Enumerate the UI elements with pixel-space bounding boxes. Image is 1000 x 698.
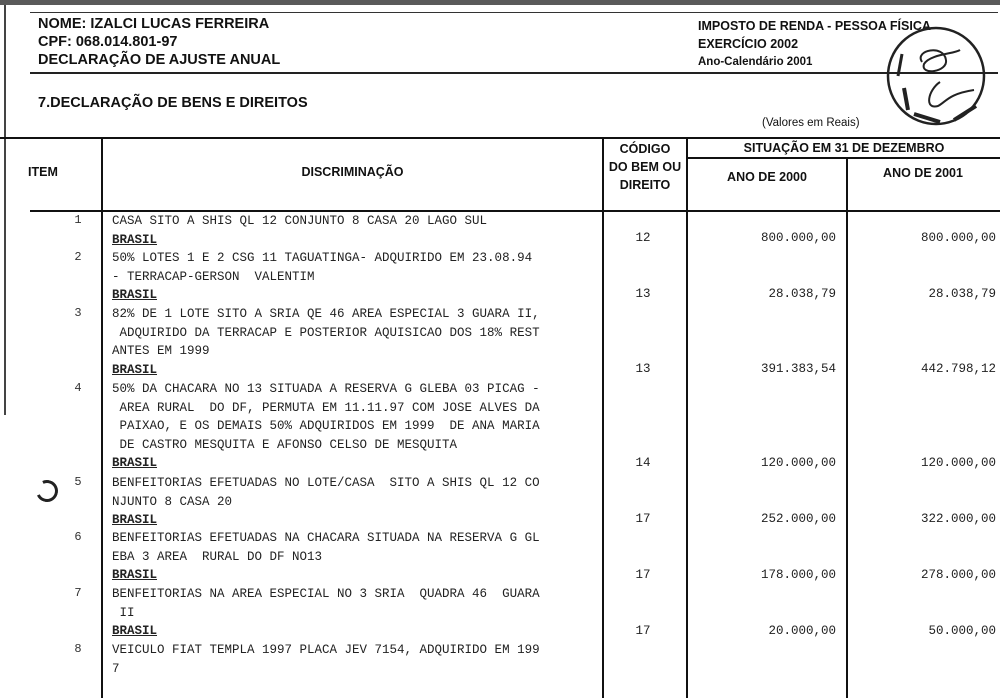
- row-item-number: 6: [74, 530, 82, 544]
- section-title: 7.DECLARAÇÃO DE BENS E DIREITOS: [38, 95, 308, 111]
- row-description: [112, 380, 540, 473]
- official-stamp-icon: [884, 10, 988, 132]
- header-code-line1: CÓDIGO: [619, 142, 671, 156]
- row-description-text: CASA SITO A SHIS QL 12 CONJUNTO 8 CASA 20 LAGO SUL: [112, 214, 488, 228]
- row-description-text: 50% DA CHACARA NO 13 SITUADA A RESERVA G GLEBA 03 PICAG - AREA RURAL DO DF, PERMUTA EM 11.11.97 COM JOSE ALVES DA PAIXAO, E OS DEMAIS 50% ADQUIRIDOS EM 1999 DE ANA MARIA DE CASTRO MESQUITA E AFONSO CELSO DE MESQUITA: [112, 382, 540, 452]
- row-item-number: 4: [74, 381, 82, 395]
- row-code: 13: [635, 287, 651, 301]
- row-description: [112, 212, 487, 249]
- row-code: 12: [635, 231, 651, 245]
- row-code: 17: [635, 512, 651, 526]
- tax-form-title: IMPOSTO DE RENDA - PESSOA FÍSICA: [698, 19, 931, 33]
- row-value-2001: 28.038,79: [928, 287, 996, 301]
- header-item: ITEM: [28, 165, 58, 179]
- row-value-2001: 442.798,12: [920, 362, 996, 376]
- header-bottom-rule: [30, 72, 998, 74]
- row-description-text: BENFEITORIAS EFETUADAS NA CHACARA SITUADA NA RESERVA G GL EBA 3 AREA RURAL DO DF NO13: [112, 531, 540, 564]
- row-description: [112, 474, 540, 530]
- header-description: DISCRIMINAÇÃO: [301, 165, 404, 179]
- assets-table: [0, 137, 1000, 698]
- taxpayer-cpf: CPF: 068.014.801-97: [38, 34, 178, 50]
- declaration-type: DECLARAÇÃO DE AJUSTE ANUAL: [38, 52, 281, 68]
- header-code: [604, 140, 686, 194]
- col-divider-item: [101, 137, 103, 698]
- row-value-2000: 28.038,79: [768, 287, 836, 301]
- taxpayer-name: NOME: IZALCI LUCAS FERREIRA: [38, 16, 270, 32]
- row-value-2000: 252.000,00: [760, 512, 836, 526]
- row-description: [112, 249, 532, 305]
- row-description-text: BENFEITORIAS NA AREA ESPECIAL NO 3 SRIA QUADRA 46 GUARA II: [112, 587, 540, 620]
- row-description-text: 82% DE 1 LOTE SITO A SRIA QE 46 AREA ESPECIAL 3 GUARA II, ADQUIRIDO DA TERRACAP E POSTERIOR AQUISICAO DOS 18% REST ANTES EM 1999: [112, 307, 540, 359]
- row-description: [112, 585, 540, 641]
- currency-note: (Valores em Reais): [762, 117, 860, 129]
- row-description: [112, 305, 540, 379]
- row-value-2000: 178.000,00: [760, 568, 836, 582]
- row-item-number: 5: [74, 475, 82, 489]
- row-item-number: 2: [74, 250, 82, 264]
- row-code: 17: [635, 568, 651, 582]
- row-description: [112, 641, 540, 678]
- row-code: 17: [635, 624, 651, 638]
- col-divider-desc: [602, 137, 604, 698]
- row-country: BRASIL: [112, 624, 158, 639]
- row-value-2000: 120.000,00: [760, 456, 836, 470]
- row-description-text: VEICULO FIAT TEMPLA 1997 PLACA JEV 7154, ADQUIRIDO EM 199 7: [112, 643, 540, 676]
- row-country: BRASIL: [112, 288, 158, 303]
- row-value-2000: 800.000,00: [760, 231, 836, 245]
- header-year-2001: ANO DE 2001: [883, 166, 963, 180]
- row-country: BRASIL: [112, 513, 158, 528]
- row-value-2000: 20.000,00: [768, 624, 836, 638]
- header-top-rule: [30, 12, 998, 13]
- col-divider-code: [686, 137, 688, 698]
- header-situation: SITUAÇÃO EM 31 DE DEZEMBRO: [743, 141, 945, 155]
- row-value-2000: 391.383,54: [760, 362, 836, 376]
- row-item-number: 3: [74, 306, 82, 320]
- row-code: 14: [635, 456, 651, 470]
- header-year-2000: ANO DE 2000: [727, 170, 807, 184]
- situation-subheader-rule: [688, 157, 1000, 159]
- row-code: 13: [635, 362, 651, 376]
- row-item-number: 1: [74, 213, 82, 227]
- row-description-text: BENFEITORIAS EFETUADAS NO LOTE/CASA SITO A SHIS QL 12 CO NJUNTO 8 CASA 20: [112, 476, 540, 509]
- row-description-text: 50% LOTES 1 E 2 CSG 11 TAGUATINGA- ADQUIRIDO EM 23.08.94 - TERRACAP-GERSON VALENTIM: [112, 251, 533, 284]
- row-value-2001: 322.000,00: [920, 512, 996, 526]
- row-country: BRASIL: [112, 568, 158, 583]
- header-code-line3: DIREITO: [619, 178, 671, 192]
- row-value-2001: 50.000,00: [928, 624, 996, 638]
- row-item-number: 8: [74, 642, 82, 656]
- tax-exercise: EXERCÍCIO 2002: [698, 37, 799, 51]
- row-country: BRASIL: [112, 456, 158, 471]
- header-code-line2: DO BEM OU: [608, 160, 682, 174]
- scan-top-border: [0, 0, 1000, 5]
- row-country: BRASIL: [112, 362, 158, 377]
- row-description: [112, 529, 540, 585]
- row-country: BRASIL: [112, 232, 158, 247]
- tax-calendar-year: Ano-Calendário 2001: [698, 56, 813, 68]
- row-item-number: 7: [74, 586, 82, 600]
- row-value-2001: 120.000,00: [920, 456, 996, 470]
- taxpayer-info: [38, 15, 280, 69]
- row-value-2001: 800.000,00: [920, 231, 996, 245]
- row-value-2001: 278.000,00: [920, 568, 996, 582]
